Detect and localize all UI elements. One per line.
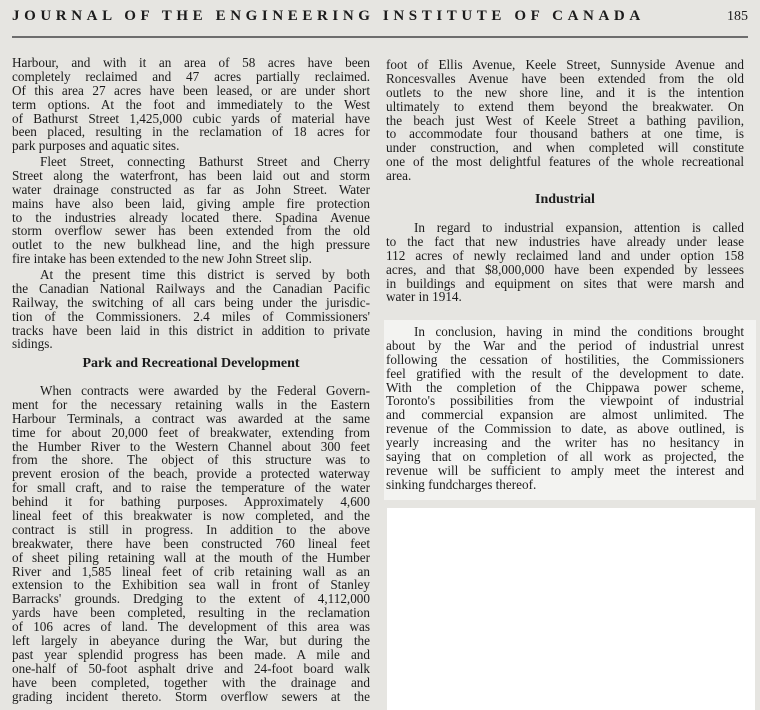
left-p4 (12, 384, 370, 703)
page-number: 185 (727, 9, 748, 24)
text-line: extension to the Exhibition sea wall in front of Stanley (12, 577, 370, 593)
text-line: and commercial expansion are almost unlimited. The (386, 407, 744, 423)
text-line: yearly increasing and the writer has no hesitancy in (386, 435, 744, 451)
text-line: In conclusion, having in mind the conditions brought (414, 324, 744, 339)
text-line: 112 acres of newly reclaimed land and under option 158 (386, 247, 744, 263)
text-line: for small craft, and to raise the temperature of the water (12, 480, 370, 496)
text-line: following the cessation of hostilities, the Commissioners (386, 351, 744, 367)
text-line: saying that on completion of all work as projected, the (386, 449, 744, 465)
text-line: grading incident thereto. Storm overflow sewers at the (12, 688, 370, 704)
text-line: Street along the waterfront, has been laid out and storm (12, 167, 370, 183)
text-line: been placed, resulting in the reclamation of 18 acres for (12, 124, 370, 140)
text-line: outlet to the new bulkhead line, and the high pressure (12, 237, 370, 253)
text-line: the beach just West of Keele Street a bathing pavilion, (386, 112, 744, 128)
left-p2 (12, 155, 370, 266)
right-p3 (386, 325, 744, 492)
text-line: sinking fundcharges thereof. (386, 476, 537, 492)
text-line: completely reclaimed and 47 acres partially reclaimed. (12, 68, 370, 84)
right-p2 (386, 221, 744, 304)
text-line: to the fact that new industries have already under lease (386, 233, 744, 249)
text-line: sidings. (12, 336, 53, 352)
text-line: the Canadian National Railways and the Canadian Pacific (12, 280, 370, 296)
left-p1 (12, 56, 370, 153)
section-heading-industrial: Industrial (535, 192, 595, 207)
blank-area (387, 508, 755, 710)
text-line: in buildings and equipment on sites that were marsh and (386, 275, 744, 291)
text-line: Railway, the switching of all cars being under the jurisdic- (12, 294, 370, 310)
text-line: left largely in abeyance during the War, but during the (12, 633, 370, 649)
header-rule (12, 36, 748, 38)
text-line: Harbour Terminals, a contract was awarded at the same (12, 410, 370, 426)
text-line: to the industries already located there. Spadina Avenue (12, 209, 370, 225)
text-line: When contracts were awarded by the Federal Govern- (40, 383, 370, 398)
text-line: water drainage constructed as far as John Street. Water (12, 181, 370, 197)
left-p3 (12, 268, 370, 351)
text-line: acres, and that $8,000,000 have been expended by lessees (386, 261, 744, 277)
text-line: from the shore. The object of this structure was to (12, 452, 370, 468)
text-line: feel gratified with the result of the development to date. (386, 365, 744, 381)
text-line: have been completed, together with the drainage and (12, 674, 370, 690)
text-line: time for about 20,000 feet of breakwater, extending from (12, 424, 370, 440)
text-line: lineal feet of this breakwater is now completed, and the (12, 508, 370, 524)
text-line: contract is still in progress. In addition to the above (12, 521, 370, 537)
text-line: area. (386, 168, 412, 184)
text-line: breakwater, there have been constructed 760 lineal feet (12, 535, 370, 551)
text-line: With the completion of the Chippawa power scheme, (386, 379, 744, 395)
text-line: under construction, and when completed will constitute (386, 140, 744, 156)
text-line: foot of Ellis Avenue, Keele Street, Sunnyside Avenue and (386, 57, 744, 72)
text-line: fire intake has been extended to the new John Street slip. (12, 251, 312, 267)
text-line: storm overflow sewer has been extended from the old (12, 223, 370, 239)
text-line: Toronto's possibilities from the viewpoint of industrial (386, 393, 744, 409)
text-line: prevent erosion of the beach, provide a protected waterway (12, 466, 370, 482)
text-line: of Bathurst Street 1,425,000 cubic yards of material have (12, 110, 370, 126)
text-line: yards have been completed, resulting in the reclamation (12, 605, 370, 621)
text-line: behind it for bathing purposes. Approximately 4,600 (12, 494, 370, 510)
text-line: In regard to industrial expansion, attention is called (414, 220, 744, 235)
text-line: ultimately to extend them beyond the breakwater. On (386, 98, 744, 114)
text-line: revenue of the Commission to date, as above outlined, is (386, 421, 744, 437)
running-header: JOURNAL OF THE ENGINEERING INSTITUTE OF CANADA (12, 8, 645, 24)
text-line: about by the War and the period of industrial unrest (386, 337, 744, 353)
text-line: outlets to the new shore line, and it is the intention (386, 84, 744, 100)
text-line: one-half of 50-foot asphalt drive and 24-foot board walk (12, 660, 370, 676)
text-line: Roncesvalles Avenue have been extended from the old (386, 70, 744, 86)
text-line: Barracks' grounds. Dredging to the extent of 4,112,000 (12, 591, 370, 607)
text-line: revenue will be sufficient to amply meet the interest and (386, 462, 744, 478)
text-line: the Humber River to the Western Channel about 300 feet (12, 438, 370, 454)
text-line: one of the most delightful features of the whole recreational (386, 154, 744, 170)
text-line: Of this area 27 acres have been leased, or are under short (12, 82, 370, 98)
text-line: tracks have been laid in this district in addition to private (12, 322, 370, 338)
text-line: mains have also been laid, giving ample fire protection (12, 195, 370, 211)
text-line: term options. At the foot and immediately to the West (12, 96, 370, 112)
text-line: At the present time this district is served by both (40, 267, 370, 282)
right-p1 (386, 58, 744, 183)
text-line: water in 1914. (386, 289, 462, 305)
text-line: of 106 acres of land. The development of this area was (12, 619, 370, 635)
text-line: to accommodate four thousand bathers at one time, is (386, 126, 744, 142)
text-line: River and 1,585 lineal feet of crib retaining wall as an (12, 563, 370, 579)
text-line: Fleet Street, connecting Bathurst Street and Cherry (40, 154, 370, 169)
text-line: past year splendid progress has been made. A mile and (12, 646, 370, 662)
text-line: tion of the Commissioners. 2.4 miles of Commissioners' (12, 308, 370, 324)
text-line: Harbour, and with it an area of 58 acres have been (12, 55, 370, 70)
text-line: ment for the necessary retaining walls in the Eastern (12, 396, 370, 412)
text-line: park purposes and aquatic sites. (12, 138, 180, 154)
text-line: of sheet piling retaining wall at the mouth of the Humber (12, 549, 370, 565)
section-heading-park: Park and Recreational Development (82, 356, 300, 371)
